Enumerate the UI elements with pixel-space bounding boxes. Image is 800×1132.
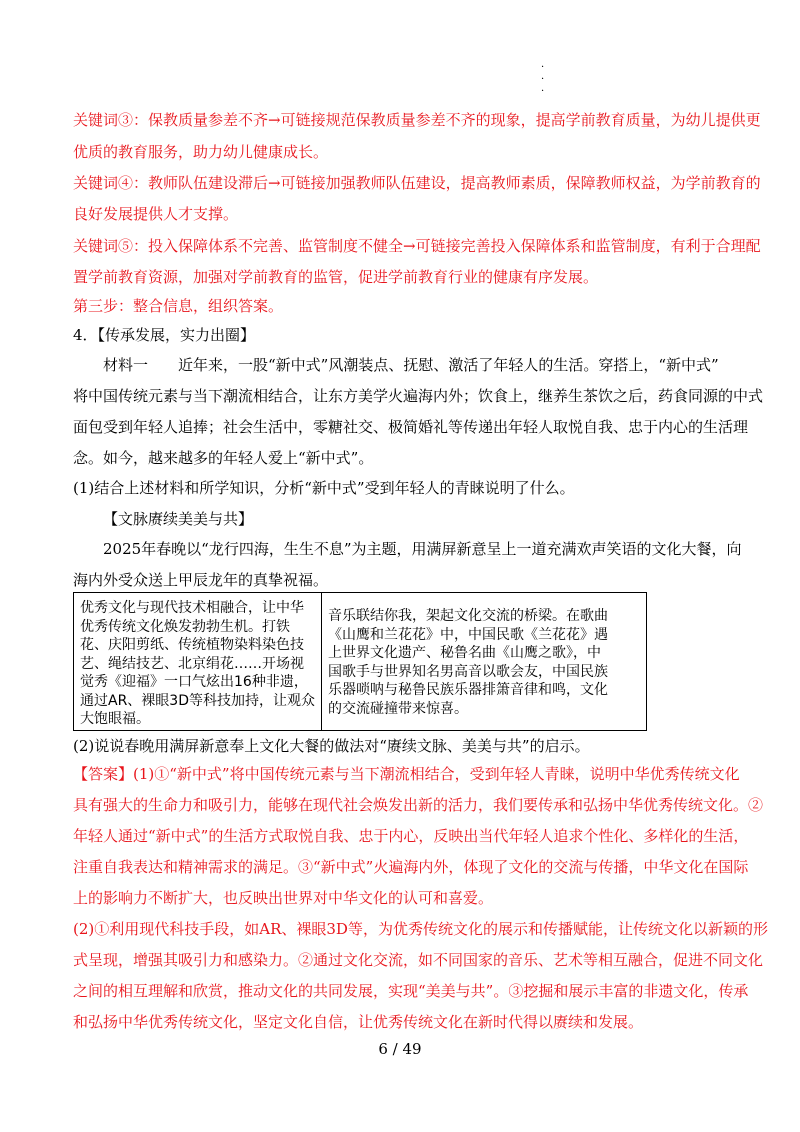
- table-left-line: 优秀传统文化焕发勃勃生机。打铁: [80, 618, 290, 635]
- table-left-line: 优秀文化与现代技术相融合，让中华: [80, 600, 304, 616]
- table-right-line: 国歌手与世界知名男高音以歌会友，中国民族: [328, 663, 608, 680]
- table-cell-left: [74, 593, 322, 730]
- answer-line-7: 式呈现，增强其吸引力和感染力。②通过文化交流，如不同国家的音乐、艺术等相互融合，促进不同文化: [73, 951, 764, 969]
- answer-line-1: 【答案】(1)①“新中式”将中国传统元素与当下潮流相结合，受到年轻人青睐，说明中华优秀传统文化: [73, 765, 740, 783]
- material2-line2: 海内外受众送上甲辰龙年的真挚祝福。: [73, 571, 329, 589]
- step3-line: 第三步：整合信息，组织答案。: [73, 297, 284, 315]
- answer-line-5: 上的影响力不断扩大，也反映出世界对中华文化的认可和喜爱。: [73, 889, 494, 907]
- question2: (2)说说春晚用满屏新意奉上文化大餐的做法对“赓续文脉、美美与共”的启示。: [73, 737, 590, 755]
- material1-line2: 将中国传统元素与当下潮流相结合，让东方美学火遍海内外；饮食上，继养生茶饮之后，药食同源的中式: [73, 387, 764, 405]
- table-left-line: 大饱眼福。: [80, 711, 150, 727]
- material1-line3: 面包受到年轻人追捧；社会生活中，零糖社交、极简婚礼等传递出年轻人取悦自我、忠于内心的生活理: [73, 418, 749, 436]
- material1-line4: 念。如今，越来越多的年轻人爱上“新中式”。: [73, 449, 374, 467]
- question4-heading: 4．【传承发展，实力出圈】: [73, 326, 256, 344]
- table-right-line: 乐器唢呐与秘鲁民族乐器排箫音律和鸣，文化: [328, 682, 608, 698]
- table-left-line: 觉秀《迎福》一口气炫出16种非遗，: [80, 674, 308, 690]
- table-right-line: 上世界文化遗产、秘鲁名曲《山鹰之歌》，中: [328, 645, 601, 661]
- answer-line-3: 年轻人通过“新中式”的生活方式取悦自我、忠于内心，反映出当代年轻人追求个性化、多样化的生活，: [73, 827, 749, 845]
- table-left-line: 艺、绳结技艺、北京绢花……开场视: [80, 655, 304, 672]
- keyword4-line2: 良好发展提供人才支撑。: [73, 205, 239, 223]
- answer-line-4: 注重自我表达和精神需求的满足。③“新中式”火遍海内外，体现了文化的交流与传播，中华文化在国际: [73, 858, 749, 876]
- table-right-line: 音乐联结你我，架起文化交流的桥梁。在歌曲: [328, 608, 608, 624]
- table-right-line: 《山鹰和兰花花》中，中国民歌《兰花花》遇: [328, 626, 608, 643]
- keyword5-line1: 关键词⑤：投入保障体系不完善、监管制度不健全→可链接完善投入保障体系和监管制度，有利于合理配: [73, 237, 761, 255]
- answer-line-9: 和弘扬中华优秀传统文化，坚定文化自信，让优秀传统文化在新时代得以赓续和发展。: [73, 1013, 644, 1031]
- question1: (1)结合上述材料和所学知识，分析“新中式”受到年轻人的青睐说明了什么。: [73, 479, 575, 497]
- answer-line-2: 具有强大的生命力和吸引力，能够在现代社会焕发出新的活力，我们要传承和弘扬中华优秀传统文化。②: [73, 796, 764, 814]
- keyword5-line2: 置学前教育资源，加强对学前教育的监管，促进学前教育行业的健康有序发展。: [73, 268, 599, 286]
- table-left-line: 花、庆阳剪纸、传统植物染料染色技: [80, 637, 304, 653]
- material-table: [73, 592, 647, 731]
- section-subheading: 【文脉赓续美美与共】: [103, 510, 254, 528]
- table-cell-right: [322, 593, 646, 730]
- answer-line-6: (2)①利用现代科技手段，如AR、裸眼3D等，为优秀传统文化的展示和传播赋能，让传统文化以新颖的形: [73, 920, 768, 938]
- keyword4-line1: 关键词④：教师队伍建设滞后→可链接加强教师队伍建设，提高教师素质，保障教师权益，为学前教育的: [73, 174, 761, 192]
- answer-line-8: 之间的相互理解和欣赏，推动文化的共同发展，实现“美美与共”。③挖掘和展示丰富的非遗文化，传承: [73, 982, 749, 1000]
- table-right-line: 的交流碰撞带来惊喜。: [328, 700, 468, 717]
- table-left-line: 通过AR、裸眼3D等科技加持，让观众: [80, 692, 315, 709]
- header-dots: · · ·: [541, 62, 545, 97]
- page-number: 6 / 49: [378, 1040, 422, 1058]
- keyword3-line2: 优质的教育服务，助力幼儿健康成长。: [73, 143, 329, 161]
- material1-line1: 材料一 近年来，一股“新中式”风潮装点、抚慰、激活了年轻人的生活。穿搭上，“新中式”: [103, 356, 719, 374]
- keyword3-line1: 关键词③：保教质量参差不齐→可链接规范保教质量参差不齐的现象，提高学前教育质量，为幼儿提供更: [73, 111, 761, 129]
- material2-line1: 2025年春晚以“龙行四海，生生不息”为主题，用满屏新意呈上一道充满欢声笑语的文化大餐，向: [103, 540, 742, 558]
- answer-tag: 【答案】: [73, 765, 134, 783]
